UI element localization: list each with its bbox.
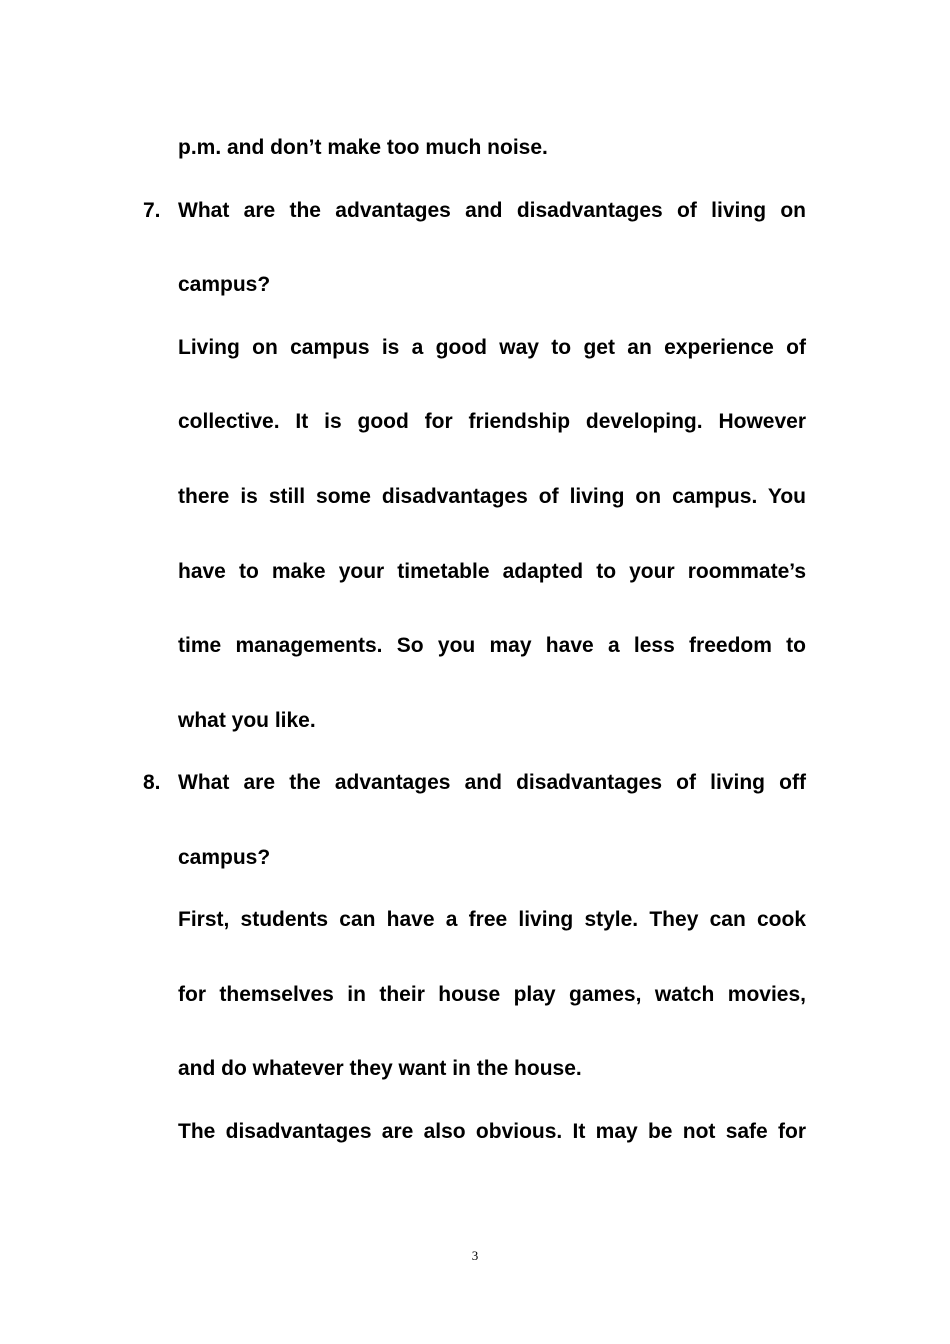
question-line: What are the advantages and disadvantages of living off xyxy=(178,771,806,794)
answer-line: collective. It is good for friendship developing. However xyxy=(178,410,806,433)
question-number: 8. xyxy=(143,771,161,794)
answer-line: The disadvantages are also obvious. It may be not safe for xyxy=(178,1120,806,1143)
answer-line: have to make your timetable adapted to your roommate’s xyxy=(178,560,806,583)
question-number: 7. xyxy=(143,199,161,222)
answer-line: First, students can have a free living style. They can cook xyxy=(178,908,806,931)
page-number: 3 xyxy=(471,1248,479,1263)
question-line: campus? xyxy=(178,846,271,869)
continued-text-line: p.m. and don’t make too much noise. xyxy=(178,136,548,159)
answer-line: time managements. So you may have a less freedom to xyxy=(178,634,806,657)
answer-line: and do whatever they want in the house. xyxy=(178,1057,582,1080)
answer-line: there is still some disadvantages of living on campus. You xyxy=(178,485,806,508)
answer-line: Living on campus is a good way to get an experience of xyxy=(178,336,806,359)
answer-line: what you like. xyxy=(178,709,316,732)
question-line: What are the advantages and disadvantages of living on xyxy=(178,199,806,222)
answer-line: for themselves in their house play games, watch movies, xyxy=(178,983,806,1006)
question-line: campus? xyxy=(178,273,271,296)
